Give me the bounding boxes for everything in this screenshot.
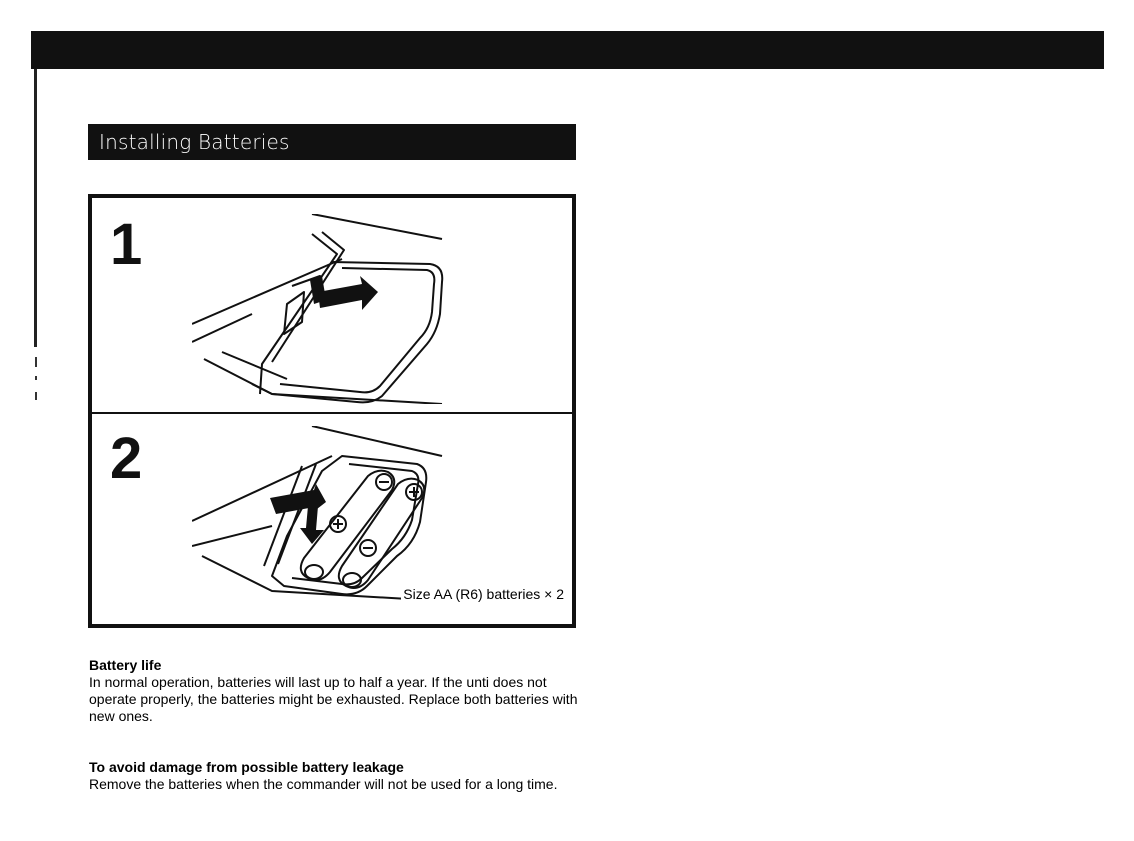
note-title: To avoid damage from possible battery leakage [89,759,404,775]
figure-caption: Size AA (R6) batteries × 2 [403,586,564,602]
left-margin-tick [35,392,37,400]
instruction-figure [88,194,576,628]
step-number: 2 [110,426,143,491]
battery-insertion-illustration [192,426,492,601]
left-margin-tick [35,357,37,367]
battery-life-note [89,657,579,725]
left-margin-tick [35,376,37,380]
step-number: 1 [110,212,143,277]
note-body: Remove the batteries when the commander will not be used for a long time. [89,776,558,792]
leakage-note [89,759,579,793]
left-margin-rule [34,69,37,347]
step-divider [92,412,572,414]
note-title: Battery life [89,657,162,673]
remote-cover-slide-illustration [192,214,492,404]
note-body: In normal operation, batteries will last up to half a year. If the unti does not operate properly, the batteries might be exhausted. Replace both batteries with new ones. [89,674,578,724]
section-title: Installing Batteries [88,124,576,160]
page-top-bar [31,31,1104,69]
